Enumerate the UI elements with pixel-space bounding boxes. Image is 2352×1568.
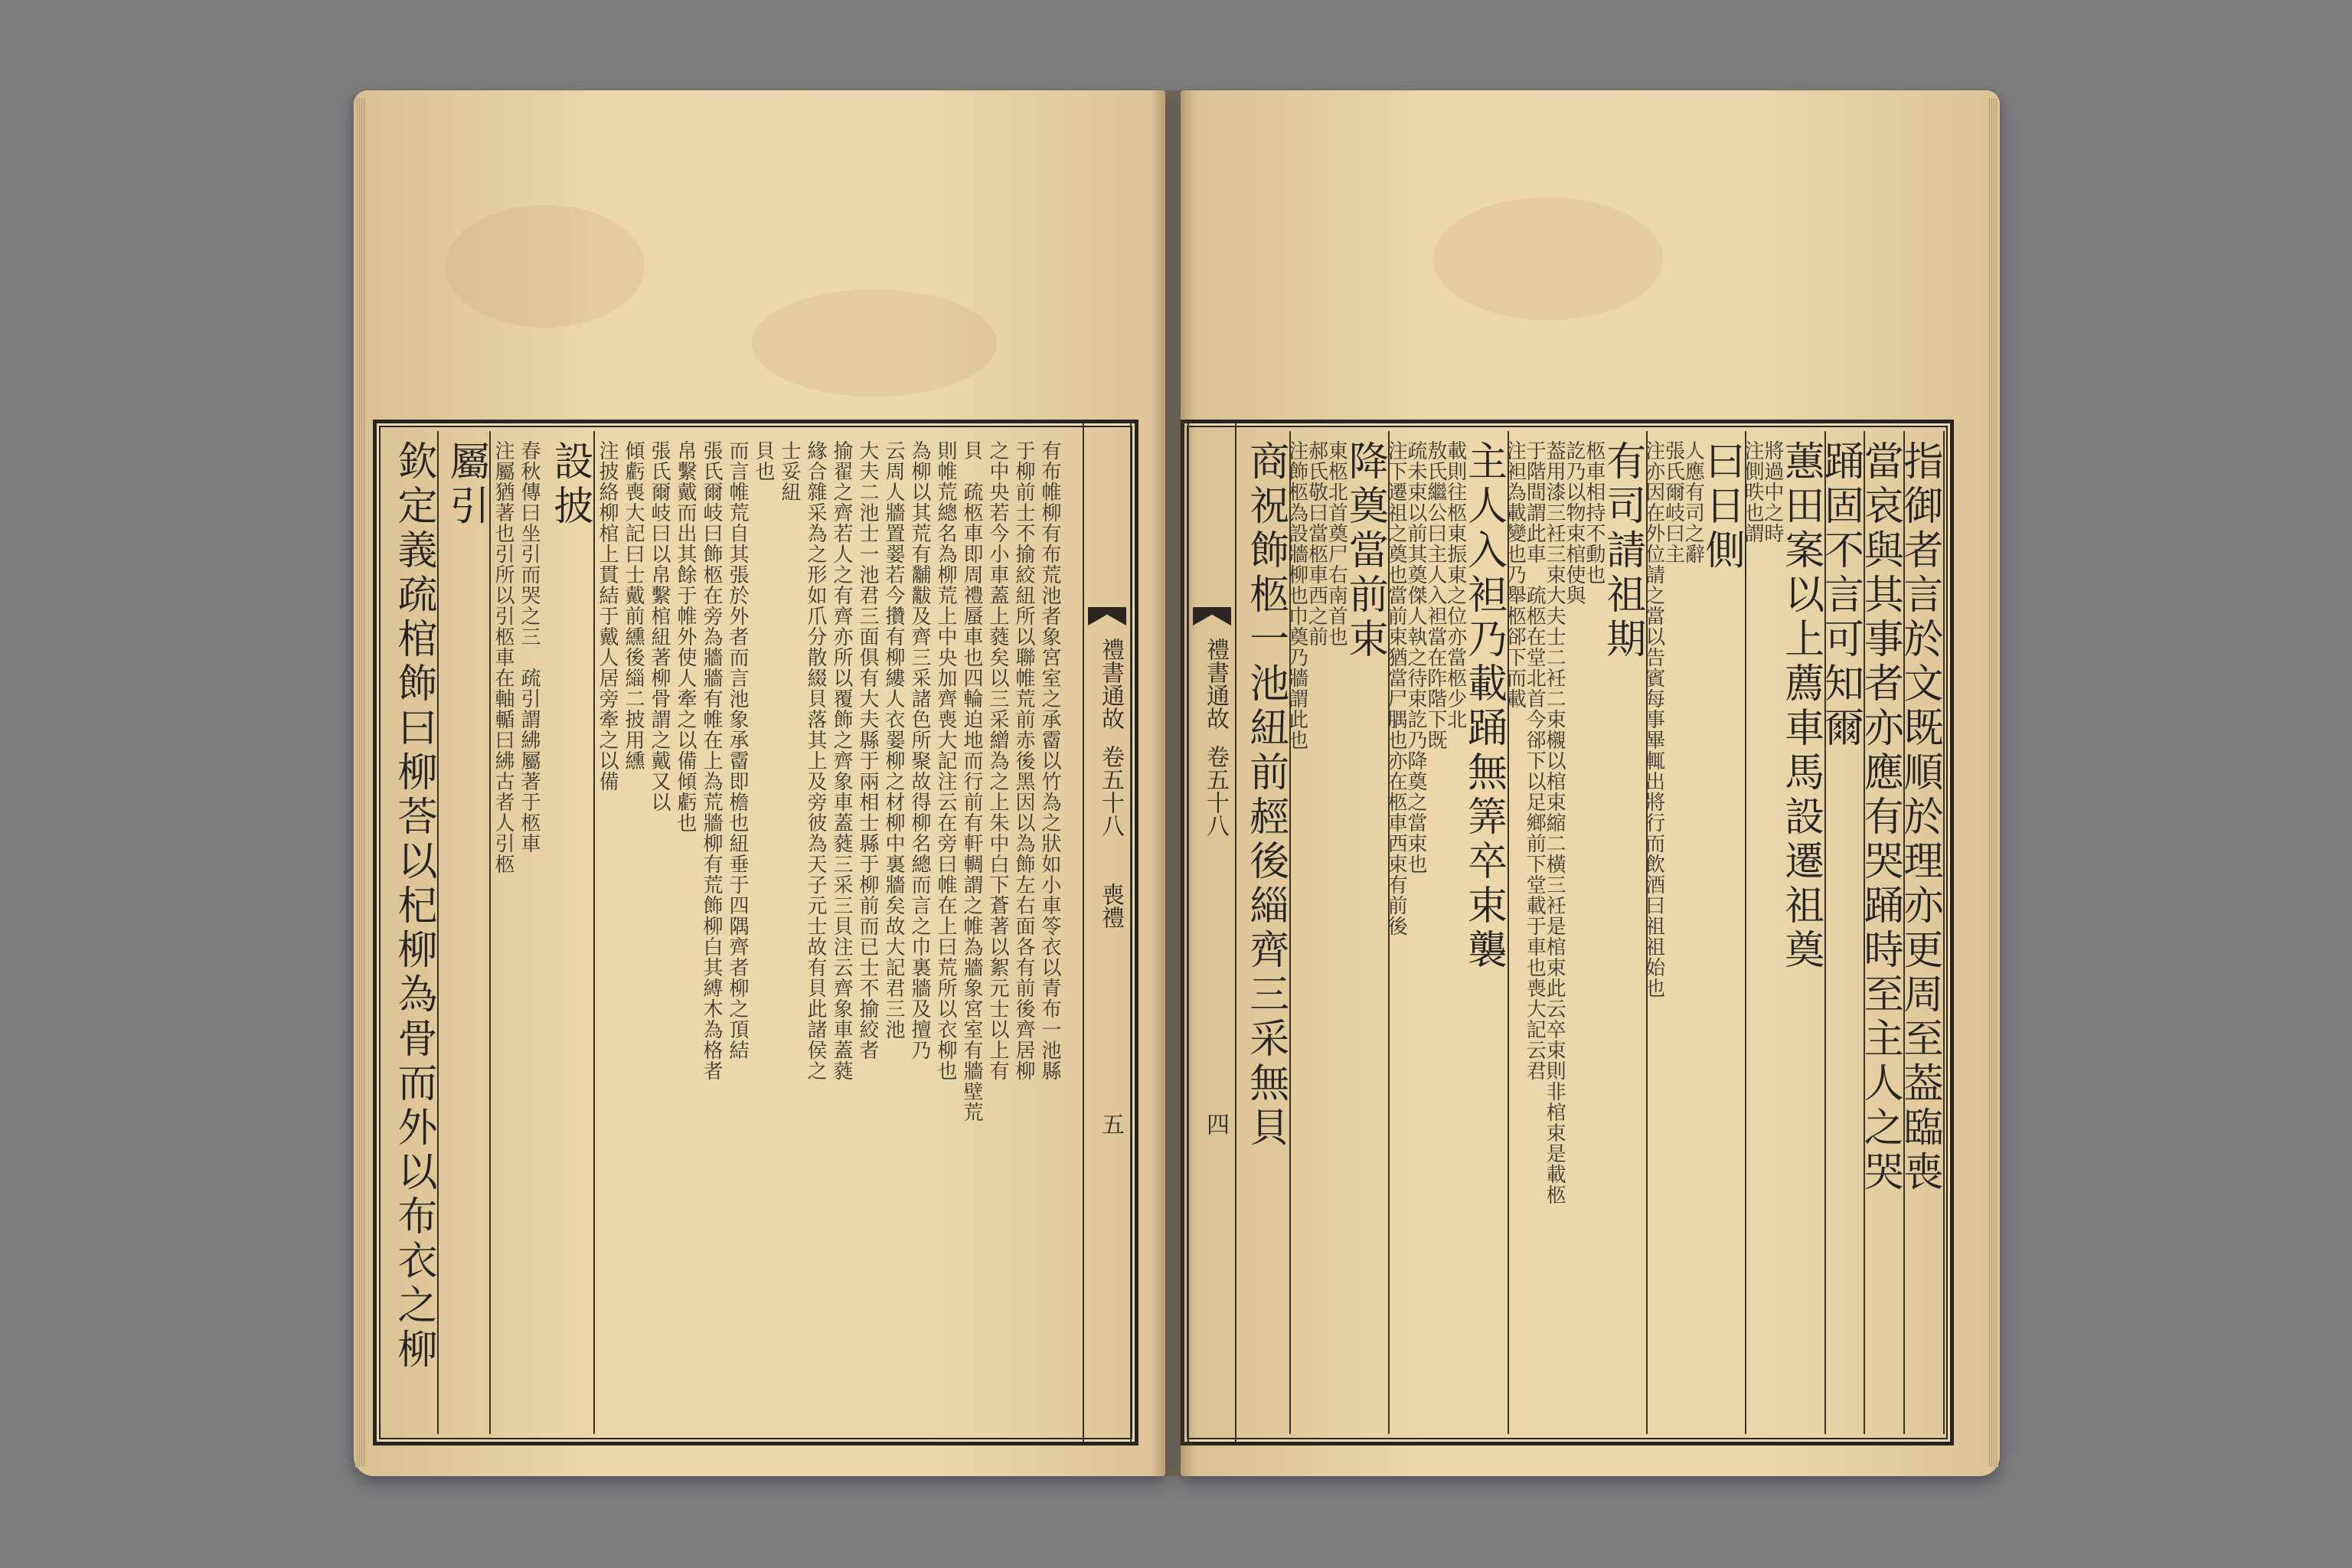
main-text-column: 有司請祖期	[1599, 440, 1645, 662]
commentary-column: 之中央若今小車蓋上蕤矣以三采繒為之上朱中白下蒼著以絮元士以上有	[986, 440, 1009, 1081]
strip-folio: 卷五十八	[1202, 745, 1229, 837]
commentary-column: 則帷荒總名為柳荒上中央加齊喪大記注云在旁曰帷在上曰荒所以衣柳也	[934, 440, 957, 1081]
left-page-edge	[355, 98, 366, 1467]
commentary-column: 郝氏敬曰當柩車西之前	[1305, 440, 1328, 647]
commentary-column: 揄翟之齊若人之有齊亦所以覆飾之齊象車蓋蕤三采三貝注云齊象車蓋蕤	[830, 440, 853, 1081]
commentary-column: 注飾柩為設牆柳也巾奠乃牆謂此也	[1285, 440, 1308, 750]
commentary-column: 帛繫戴而出其餘于帷外使人牽之以備傾虧也	[674, 440, 697, 833]
commentary-column: 于柳前士不揄絞紐所以聯帷荒前赤後黑因以為飾左右面各有前後齊居柳	[1012, 440, 1035, 1081]
main-text-column: 商祝飾柩一池紐前䞓後緇齊三采無貝	[1242, 440, 1289, 1151]
commentary-column: 注披絡柳棺上貫結于戴人居旁牽之以備	[596, 440, 619, 792]
commentary-column: 大夫二池士一池君三面俱有大夫縣于兩相士縣于柳前而已士不揄絞者	[856, 440, 879, 1060]
main-text-column: 指御者言於文既順於理亦更周至葢臨喪	[1896, 440, 1942, 1195]
commentary-column: 葢用漆三衽三束大夫士二衽二束櫬以棺束縮二橫三衽是棺束此云卒束則非棺束是載柩	[1543, 440, 1566, 1205]
paper-stain	[752, 289, 997, 397]
main-text-column: 蕙田案以上薦車馬設遷祖奠	[1777, 440, 1824, 973]
commentary-column: 貝 疏柩車即周禮蜃車也四輪迫地而行前有軒輖謂之帷為牆象宮室有牆壁荒	[960, 440, 983, 1122]
commentary-column: 于階間謂此車 疏柩在堂北首今郤下以足鄉前下堂載于車也喪大記云君	[1523, 440, 1547, 1081]
book-gutter	[1150, 90, 1196, 1476]
commentary-column: 春秋傳曰坐引而哭之三 疏引謂紼屬著于柩車	[518, 440, 541, 854]
strip-section: 喪禮	[1097, 883, 1124, 929]
strip-title: 禮書通故	[1097, 638, 1124, 730]
main-text-column: 主人入袒乃載踊無筭卒束襲	[1460, 440, 1507, 973]
commentary-column: 張氏爾岐曰飾柩在旁為牆牆有帷在上為荒牆柳有荒飾柳白其縛木為格者	[700, 440, 723, 1081]
page-number: 四	[1202, 1112, 1229, 1135]
commentary-column: 注側昳也謂	[1741, 440, 1765, 544]
main-text-column: 屬引	[443, 440, 488, 529]
commentary-column: 人應有司之辭	[1681, 440, 1705, 564]
main-text-column: 踊固不言可知爾	[1817, 440, 1864, 751]
strip-title: 禮書通故	[1202, 638, 1229, 730]
commentary-column: 疏未束以前其奠傑人執之待束訖乃降奠之當束也	[1403, 440, 1427, 874]
commentary-column: 張氏爾岐曰以帛繫棺紐著柳骨謂之戴又以	[648, 440, 671, 812]
commentary-column: 云周人牆置翣若今攢有柳縷人衣翣柳之材柳中裏牆矣故大記君三池	[882, 440, 905, 1040]
commentary-column: 而言帷荒自其張於外者而言池象承霤即檐也紐垂于四隅齊者柳之頂結	[726, 440, 749, 1060]
commentary-column: 注袒為載變也乃舉柩郤下而載	[1503, 440, 1527, 709]
center-strip	[1083, 423, 1132, 1442]
commentary-column: 傾虧喪大記曰士戴前纁後緇二披用纁	[622, 440, 645, 771]
paper-stain	[1433, 198, 1663, 320]
left-text-frame	[373, 420, 1138, 1446]
commentary-column: 注下遷祖之奠也當前束猶當尸腢也亦在柩車西束有前後	[1384, 440, 1408, 936]
commentary-column: 士妥紐	[778, 440, 801, 502]
fishtail-mark	[1193, 607, 1231, 626]
commentary-column: 注屬猶著也引所以引柩車在軸輴曰紼古者人引柩	[492, 440, 514, 874]
commentary-column: 張氏爾岐曰主	[1661, 440, 1685, 564]
commentary-column: 緣合雜采為之形如爪分散綴貝落其上及旁彼為天子元士故有貝此諸侯之	[804, 440, 827, 1081]
left-page	[354, 90, 1165, 1476]
commentary-column: 敖氏繼公曰主人入袒當在阼階下既	[1423, 440, 1447, 750]
commentary-column: 載則往柩東振東之位亦當柩少北	[1443, 440, 1467, 730]
main-text-column: 曰日側	[1698, 440, 1745, 573]
commentary-column: 注亦因在外位請之當以告賓每事畢輒出將行而飲酒曰祖祖始也	[1642, 440, 1665, 998]
main-text-column: 當哀與其事者亦應有哭踊時至主人之哭	[1857, 440, 1903, 1195]
commentary-column: 為柳以其荒有黼黻及齊三采諸色所聚故得柳名總而言之巾裏牆及擅乃	[908, 440, 931, 1060]
page-number: 五	[1097, 1112, 1124, 1135]
commentary-column: 訖乃以物束棺使與	[1563, 440, 1586, 606]
fishtail-mark	[1088, 607, 1126, 626]
open-book	[354, 90, 2000, 1476]
commentary-column: 東柩北首奠尸右南首也	[1325, 440, 1348, 647]
commentary-column: 柩車相持不動也	[1582, 440, 1606, 585]
main-text-column: 欽定義疏棺飾曰柳荅以杞柳為骨而外以布衣之柳	[390, 440, 436, 1373]
commentary-column: 貝也	[752, 440, 775, 482]
main-text-column: 降奠當前束	[1341, 440, 1388, 662]
column-rule	[1943, 431, 1945, 1434]
commentary-column: 有布帷柳有布荒池者象宮室之承霤以竹為之狀如小車笭衣以青布一池縣	[1038, 440, 1061, 1081]
main-text-column: 設披	[547, 440, 593, 529]
paper-stain	[446, 205, 645, 328]
right-text-frame	[1181, 420, 1954, 1446]
commentary-column: 將過中之時	[1760, 440, 1784, 544]
right-page-edge	[1988, 98, 1998, 1467]
strip-folio: 卷五十八	[1097, 745, 1124, 837]
